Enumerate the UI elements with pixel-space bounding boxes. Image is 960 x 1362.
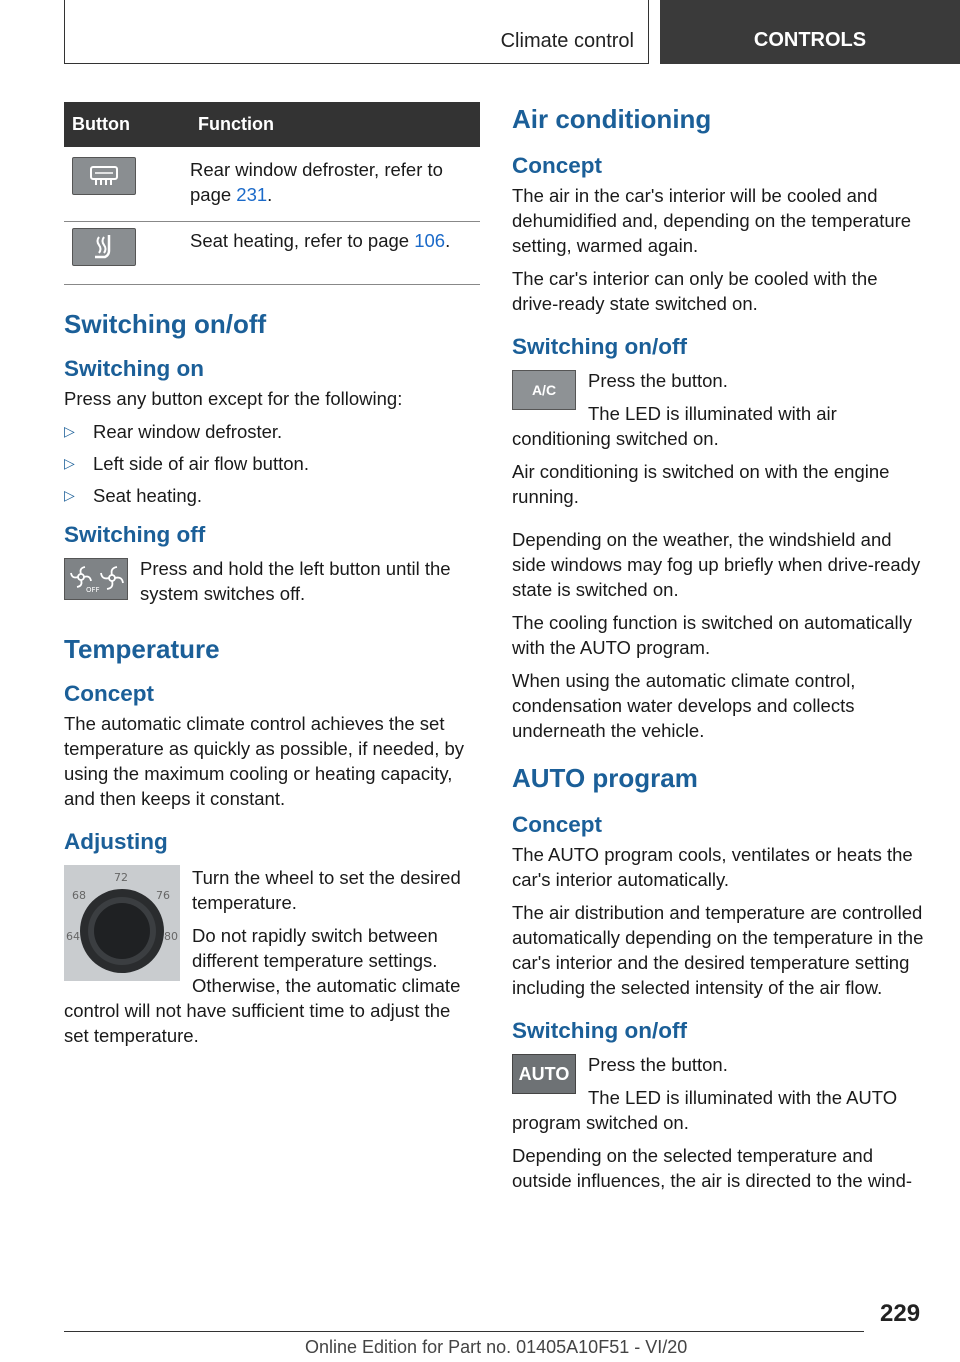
ac-fog-text: Depending on the weather, the windshield and side windows may fog up briefly when drive-ready state is switched on. bbox=[512, 529, 921, 600]
list-item bbox=[64, 483, 480, 508]
right-column bbox=[512, 102, 928, 1201]
heading-air-conditioning: Air conditioning bbox=[512, 104, 712, 134]
adjusting-text-1: Turn the wheel to set the desired temperature. bbox=[192, 867, 461, 913]
list-item bbox=[64, 451, 480, 476]
list-item-text: Left side of air flow button. bbox=[93, 453, 309, 474]
list-item-text: Rear window defroster. bbox=[93, 421, 283, 442]
dial-label: 76 bbox=[156, 889, 170, 902]
col-header-button: Button bbox=[64, 102, 190, 147]
heading-switching: Switching on/off bbox=[64, 309, 267, 339]
dial-label: 64 bbox=[66, 930, 80, 943]
heading-auto-program: AUTO program bbox=[512, 763, 698, 793]
auto-button-image: AUTO bbox=[512, 1054, 576, 1094]
auto-concept-1: The AUTO program cools, ventilates or heats the car's interior automatically. bbox=[512, 844, 913, 890]
triangle-bullet-icon: ▷ bbox=[64, 423, 75, 439]
dial-label: 80 bbox=[164, 930, 178, 943]
temperature-dial-image bbox=[64, 865, 180, 981]
adjusting-text-2: Do not rapidly switch between different temperature settings. Otherwise, the automatic climate control will not have sufficient time to adjust the set temperature. bbox=[64, 925, 461, 1046]
auto-concept-2: The air distribution and temperature are controlled automatically depending on the temperature in the car's interior and the desired temperature setting including the selected intensity of the air flow. bbox=[512, 902, 924, 998]
page-link-106[interactable]: 106 bbox=[414, 230, 446, 251]
dial-label: 68 bbox=[72, 889, 86, 902]
list-item bbox=[64, 419, 480, 444]
ac-engine-text: Air conditioning is switched on with the engine running. bbox=[512, 461, 890, 507]
page-number: 229 bbox=[880, 1300, 921, 1327]
rear-defroster-icon bbox=[72, 157, 136, 195]
page-link-231[interactable]: 231 bbox=[236, 184, 268, 205]
heading-temperature: Temperature bbox=[64, 634, 220, 664]
temp-concept-text: The automatic climate control achieves the set temperature as quickly as possible, if needed, by using the maximum cooling or heating capacity, and then keeps it constant. bbox=[64, 713, 465, 809]
heading-adjusting: Adjusting bbox=[64, 829, 168, 854]
dial-label: 72 bbox=[114, 871, 128, 884]
ac-concept-1: The air in the car's interior will be cooled and dehumidified and, depending on the temperature setting, warmed again. bbox=[512, 185, 912, 256]
heading-auto-concept: Concept bbox=[512, 812, 602, 837]
auto-press-text: Press the button. bbox=[588, 1054, 728, 1075]
row-text: Seat heating, refer to page bbox=[190, 230, 415, 251]
chapter-tab: CONTROLS bbox=[660, 0, 960, 64]
section-title: Climate control bbox=[500, 30, 634, 52]
ac-press-text: Press the button. bbox=[588, 370, 728, 391]
switching-on-intro: Press any button except for the following: bbox=[64, 388, 403, 409]
svg-text:OFF: OFF bbox=[86, 586, 100, 594]
auto-distribution-text: Depending on the selected temperature and outside influences, the air is directed to the wind- bbox=[512, 1145, 913, 1191]
ac-led-text: The LED is illuminated with air conditioning switched on. bbox=[512, 403, 837, 449]
row-text-end: . bbox=[445, 230, 451, 251]
row-text: Rear window defroster, refer to page bbox=[190, 159, 443, 205]
ac-button-image: A/C bbox=[512, 370, 576, 410]
ac-water-text: When using the automatic climate control, condensation water develops and collects underneath the vehicle. bbox=[512, 670, 856, 741]
heading-ac-switching: Switching on/off bbox=[512, 334, 687, 359]
heading-auto-switching: Switching on/off bbox=[512, 1018, 687, 1043]
edition-text: Online Edition for Part no. 01405A10F51 - VI/20 bbox=[305, 1337, 688, 1357]
seat-heating-icon bbox=[72, 228, 136, 266]
heading-switching-on: Switching on bbox=[64, 356, 204, 381]
page-header bbox=[0, 0, 960, 66]
footer-rule bbox=[64, 1331, 864, 1332]
fan-off-button-image bbox=[64, 558, 128, 600]
list-item-text: Seat heating. bbox=[93, 485, 203, 506]
triangle-bullet-icon: ▷ bbox=[64, 487, 75, 503]
heading-ac-concept: Concept bbox=[512, 153, 602, 178]
table-row bbox=[64, 222, 480, 285]
exception-list bbox=[64, 419, 480, 508]
switching-off-text: Press and hold the left button until the system switches off. bbox=[140, 558, 451, 604]
button-function-table bbox=[64, 102, 480, 285]
row-text-end: . bbox=[267, 184, 273, 205]
ac-concept-2: The car's interior can only be cooled with the drive-ready state switched on. bbox=[512, 268, 878, 314]
triangle-bullet-icon: ▷ bbox=[64, 455, 75, 471]
heading-temp-concept: Concept bbox=[64, 681, 154, 706]
table-row bbox=[64, 147, 480, 222]
col-header-function: Function bbox=[190, 102, 480, 147]
heading-switching-off: Switching off bbox=[64, 522, 206, 547]
left-column bbox=[64, 102, 480, 1056]
ac-auto-text: The cooling function is switched on automatically with the AUTO program. bbox=[512, 612, 913, 658]
auto-led-text: The LED is illuminated with the AUTO program switched on. bbox=[512, 1087, 898, 1133]
